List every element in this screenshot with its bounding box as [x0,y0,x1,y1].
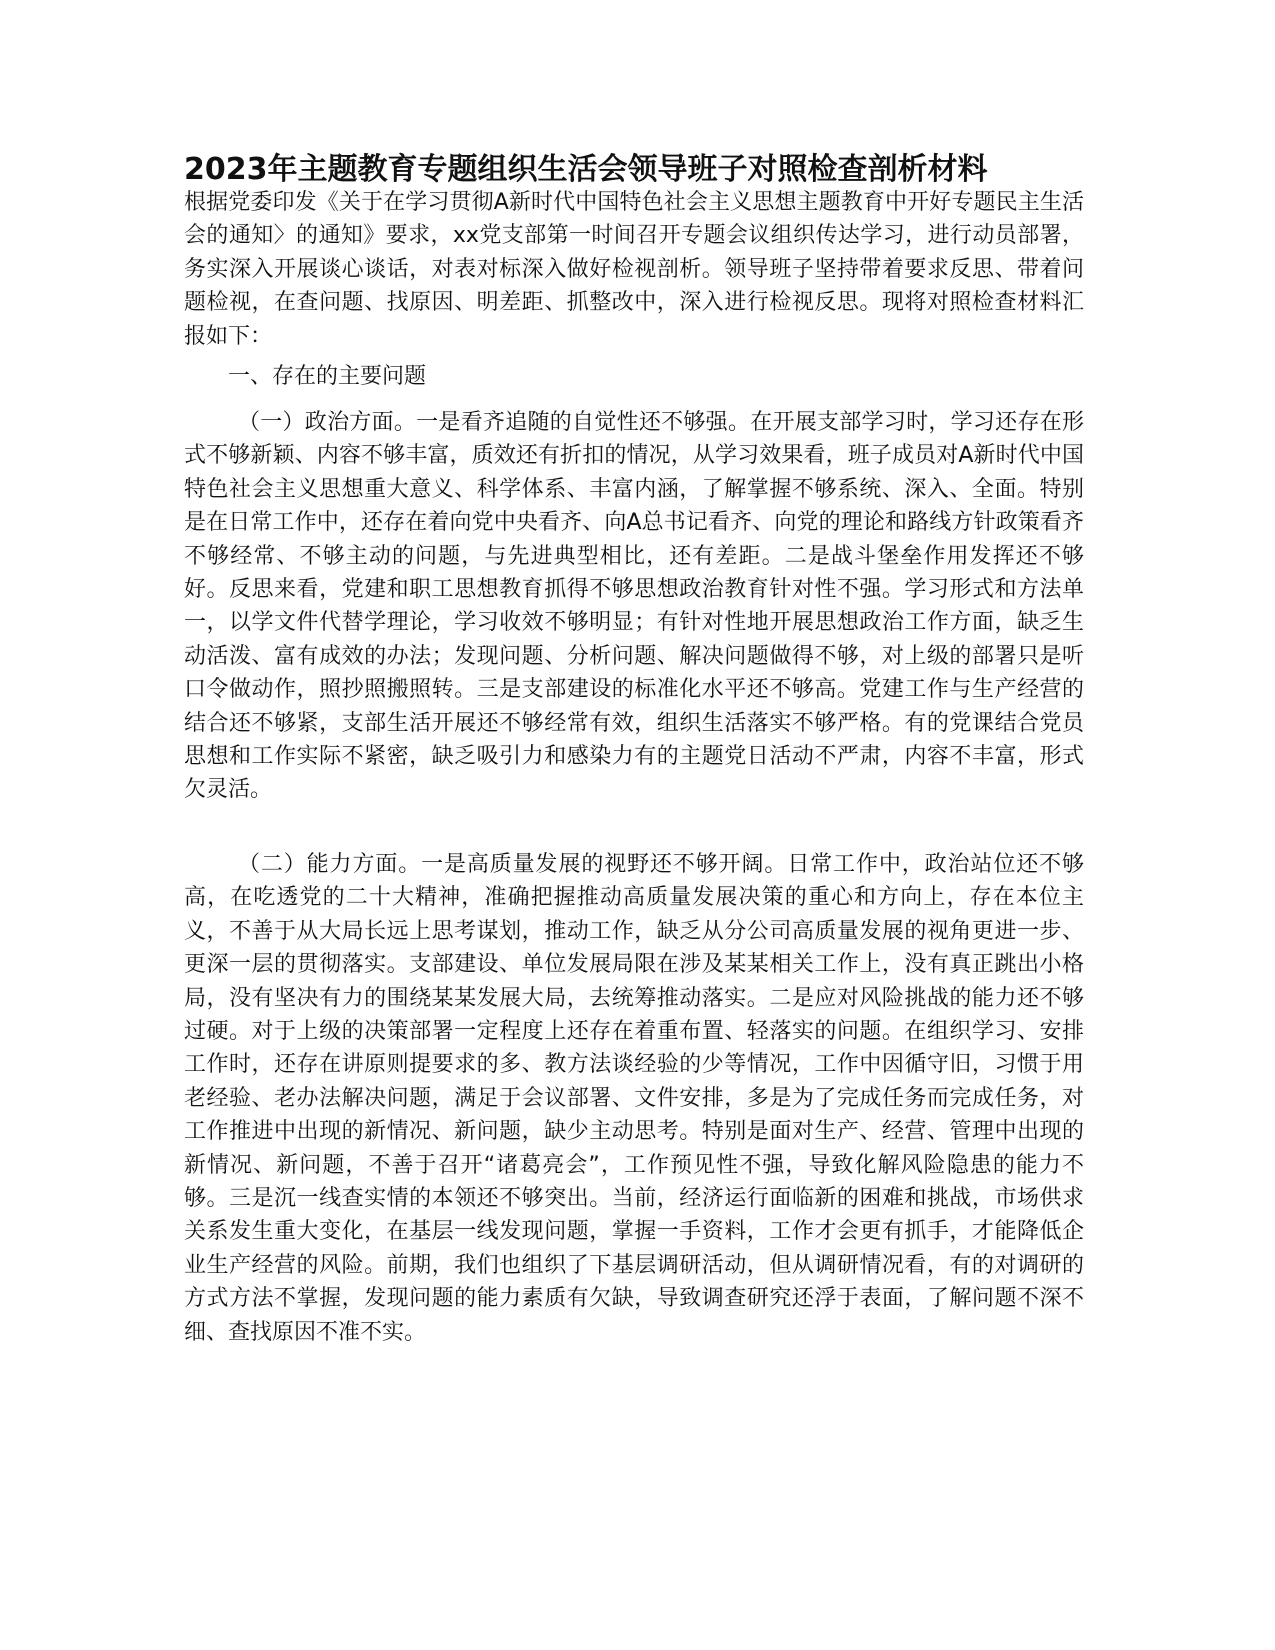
section-heading: 一、存在的主要问题 [228,364,427,389]
paragraph-political: （一）政治方面。一是看齐追随的自觉性还不够强。在开展支部学习时，学习还存在形式不够新颖、内容不够丰富，质效还有折扣的情况，从学习效果看，班子成员对A新时代中国特色社会主义思想重大意义、科学体系、丰富内涵，了解掌握不够系统、深入、全面。特别是在日常工作中，还存在着向党中央看齐、向A总书记看齐、向党的理论和路线方针政策看齐不够经常、不够主动的问题，与先进典型相比，还有差距。二是战斗堡垒作用发挥还不够好。反思来看，党建和职工思想教育抓得不够思想政治教育针对性不强。学习形式和方法单一，以学文件代替学理论，学习收效不够明显；有针对性地开展思想政治工作方面，缺乏生动活泼、富有成效的办法；发现问题、分析问题、解决问题做得不够，对上级的部署只是听口令做动作，照抄照搬照转。三是支部建设的标准化水平还不够高。党建工作与生产经营的结合还不够紧，支部生活开展还不够经常有效，组织生活落实不够严格。有的党课结合党员思想和工作实际不紧密，缺乏吸引力和感染力有的主题党日活动不严肃，内容不丰富，形式欠灵活。 [184,410,1084,803]
intro-paragraph: 根据党委印发《关于在学习贯彻A新时代中国特色社会主义思想主题教育中开好专题民主生活会的通知〉的通知》要求，xx党支部第一时间召开专题会议组织传达学习，进行动员部署，务实深入开展谈心谈话，对表对标深入做好检视剖析。领导班子坚持带着要求反思、带着问题检视，在查问题、找原因、明差距、抓整改中，深入进行检视反思。现将对照检查材料汇报如下： [184,190,1084,349]
document-title: 2023年主题教育专题组织生活会领导班子对照检查剖析材料 [184,152,988,187]
paragraph-ability: （二）能力方面。一是高质量发展的视野还不够开阔。日常工作中，政治站位还不够高，在吃透党的二十大精神，准确把握推动高质量发展决策的重心和方向上，存在本位主义，不善于从大局长远上思考谋划，推动工作，缺乏从分公司高质量发展的视角更进一步、更深一层的贯彻落实。支部建设、单位发展局限在涉及某某相关工作上，没有真正跳出小格局，没有坚决有力的围绕某某发展大局，去统筹推动落实。二是应对风险挑战的能力还不够过硬。对于上级的决策部署一定程度上还存在着重布置、轻落实的问题。在组织学习、安排工作时，还存在讲原则提要求的多、教方法谈经验的少等情况，工作中因循守旧，习惯于用老经验、老办法解决问题，满足于会议部署、文件安排，多是为了完成任务而完成任务，对工作推进中出现的新情况、新问题，缺少主动思考。特别是面对生产、经营、管理中出现的新情况、新问题，不善于召开“诸葛亮会”，工作预见性不强，导致化解风险隐患的能力不够。三是沉一线查实情的本领还不够突出。当前，经济运行面临新的困难和挑战，市场供求关系发生重大变化，在基层一线发现问题，掌握一手资料，工作才会更有抓手，才能降低企业生产经营的风险。前期，我们也组织了下基层调研活动，但从调研情况看，有的对调研的方式方法不掌握，发现问题的能力素质有欠缺，导致调查研究还浮于表面，了解问题不深不细、查找原因不准不实。 [184,852,1084,1345]
